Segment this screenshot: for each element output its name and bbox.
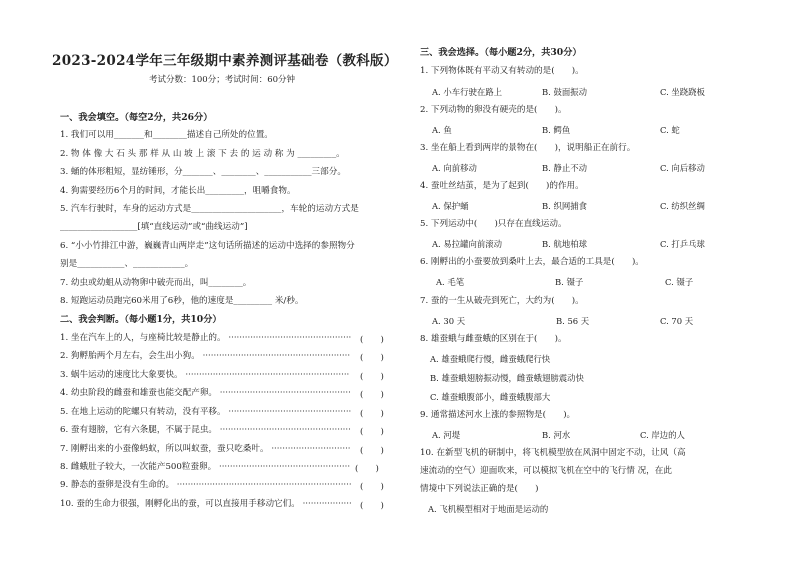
exam-subtitle: 考试分数：100分；考试时间：60分钟 [148, 75, 296, 85]
fill-section-heading: 一、我会填空。（每空2分，共26分） [60, 112, 213, 123]
choice-q9: 9. 通常描述河水上涨的参照物是( )。 [420, 410, 576, 420]
judge-item-10: 10. 蚕的生命力很强，刚孵化出的蚕，可以直接用手移动它们。 ·················· [60, 499, 352, 509]
choice-q7-option-a[interactable]: A. 30 天 [432, 316, 466, 326]
choice-q6-option-b[interactable]: B. 镊子 [555, 277, 584, 287]
choice-q8-option-a[interactable]: A. 雄蚕蛾爬行慢，雌蚕蛾爬行快 [430, 354, 551, 364]
choice-q9-option-a[interactable]: A. 河堤 [432, 430, 461, 440]
choice-q4: 4. 蚕吐丝结茧，是为了起到( )的作用。 [420, 181, 584, 191]
choice-q7: 7. 蚕的一生从破壳到死亡，大约为( )。 [420, 296, 584, 306]
choice-q3: 3. 坐在船上看到两岸的景物在( )，说明船正在前行。 [420, 143, 636, 153]
judge-item-6: 6. 蚕有翅膀，它有六条腿，不属于昆虫。 ················································ [60, 425, 351, 435]
judge-item-4: 4. 幼虫阶段的雌蚕和雄蚕也能交配产卵。 ················································ [60, 388, 351, 398]
judge-answer-9[interactable]: ( ) [360, 482, 384, 492]
choice-q5-option-a[interactable]: A. 易拉罐向前滚动 [432, 239, 502, 249]
choice-q6-option-c[interactable]: C. 镊子 [665, 277, 694, 287]
choice-q8-option-b[interactable]: B. 雄蚕蛾翅膀振动慢，雌蚕蛾翅膀震动快 [430, 373, 584, 383]
fill-item-6-cont: 别是___________、____________。 [60, 259, 194, 269]
judge-answer-8[interactable]: ( ) [355, 464, 379, 474]
choice-q3-option-a[interactable]: A. 向前移动 [432, 163, 477, 173]
judge-answer-10[interactable]: ( ) [360, 501, 384, 511]
judge-answer-3[interactable]: ( ) [360, 372, 384, 382]
judge-item-1: 1. 坐在汽车上的人，与座椅比较是静止的。 ············································· [60, 333, 352, 343]
choice-q10-line-2: 速流动的空气）迎面吹来，可以模拟飞机在空中的飞行情 况，在此 [420, 466, 672, 476]
choice-section-heading: 三、我会选择。（每小题2分，共30分） [420, 47, 582, 58]
judge-answer-4[interactable]: ( ) [360, 390, 384, 400]
fill-item-4: 4. 狗需要经历6个月的时间，才能长出_________，咀嚼食物。 [60, 186, 296, 196]
fill-item-1: 1. 我们可以用_______和________描述自己所处的位置。 [60, 130, 273, 140]
choice-q4-option-b[interactable]: B. 织网捕食 [542, 201, 587, 211]
fill-item-8: 8. 短跑运动员跑完60米用了6秒，他的速度是_________ 米/秒。 [60, 296, 304, 306]
choice-q2-option-a[interactable]: A. 鱼 [432, 125, 452, 135]
fill-item-5-cont: __________________[填“直线运动”或“曲线运动”] [60, 222, 248, 232]
fill-item-7: 7. 幼虫或幼蛆从动物卵中破壳而出，叫________。 [60, 278, 252, 288]
choice-q2-option-c[interactable]: C. 蛇 [660, 125, 680, 135]
choice-q8-option-c[interactable]: C. 雄蚕蛾腹部小，雌蚕蛾腹部大 [430, 392, 551, 402]
choice-q1: 1. 下列物体既有平动又有转动的是( )。 [420, 66, 584, 76]
choice-q4-option-a[interactable]: A. 保护蛹 [432, 201, 469, 211]
fill-item-2: 2. 物 体 像 大 石 头 那 样 从 山 坡 上 滚 下 去 的 运 动 称 为 _________。 [60, 149, 345, 159]
choice-q5: 5. 下列运动中( )只存在直线运动。 [420, 219, 567, 229]
choice-q7-option-b[interactable]: B. 56 天 [556, 316, 590, 326]
choice-q1-option-a[interactable]: A. 小车行驶在路上 [432, 87, 502, 97]
exam-title: 2023-2024学年三年级期中素养测评基础卷（教科版） [52, 53, 398, 69]
judge-item-7: 7. 刚孵出来的小蚕像蚂蚁，所以叫蚁蚕，蚕只吃桑叶。 ····························· [60, 444, 351, 454]
choice-q2: 2. 下列动物的卵没有硬壳的是( )。 [420, 105, 567, 115]
judge-answer-6[interactable]: ( ) [360, 427, 384, 437]
judge-item-5: 5. 在地上运动的陀螺只有转动，没有平移。 ············································· [60, 407, 352, 417]
fill-item-6: 6. “小小竹排江中游，巍巍青山两岸走”这句话所描述的运动中选择的参照物分 [60, 241, 355, 251]
choice-q3-option-c[interactable]: C. 向后移动 [660, 163, 705, 173]
choice-q1-option-c[interactable]: C. 坐跷跷板 [660, 87, 705, 97]
judge-answer-7[interactable]: ( ) [360, 446, 384, 456]
choice-q9-option-c[interactable]: C. 岸边的人 [640, 430, 685, 440]
judge-answer-2[interactable]: ( ) [360, 353, 384, 363]
choice-q8: 8. 雄蚕蛾与雌蚕蛾的区别在于( )。 [420, 334, 567, 344]
judge-answer-1[interactable]: ( ) [360, 335, 384, 345]
fill-item-5: 5. 汽车行驶时，车身的运动方式是_____________________，车轮的运动方式是 [60, 204, 359, 214]
choice-q9-option-b[interactable]: B. 河水 [542, 430, 571, 440]
choice-q10-line-3: 情境中下列说法正确的是( ) [420, 484, 539, 494]
choice-q7-option-c[interactable]: C. 70 天 [660, 316, 694, 326]
choice-q4-option-c[interactable]: C. 纺织丝绸 [660, 201, 705, 211]
choice-q5-option-b[interactable]: B. 航地柏球 [542, 239, 587, 249]
choice-q2-option-b[interactable]: B. 鳄鱼 [542, 125, 571, 135]
judge-section-heading: 二、我会判断。（每小题1分，共10分） [60, 314, 222, 325]
choice-q10-option-a[interactable]: A. 飞机模型相对于地面是运动的 [428, 504, 549, 514]
choice-q3-option-b[interactable]: B. 静止不动 [542, 163, 587, 173]
judge-item-9: 9. 静态的蚕卵是没有生命的。 ································································ [60, 480, 352, 490]
choice-q1-option-b[interactable]: B. 鼓面振动 [542, 87, 587, 97]
choice-q6: 6. 刚孵出的小蚕要放到桑叶上去，最合适的工具是( )。 [420, 257, 644, 267]
judge-item-8: 8. 雌蛾肚子较大，一次能产500粒蚕卵。 ················································ [60, 462, 351, 472]
choice-q5-option-c[interactable]: C. 打乒乓球 [660, 239, 705, 249]
judge-answer-5[interactable]: ( ) [360, 409, 384, 419]
judge-item-3: 3. 蜗牛运动的速度比大象要快。 ···························································· [60, 370, 350, 380]
choice-q10-line-1: 10. 在新型飞机的研制中，将飞机模型放在风洞中固定不动，让风（高 [420, 448, 686, 458]
choice-q6-option-a[interactable]: A. 毛笔 [436, 277, 465, 287]
fill-item-3: 3. 蛹的体形粗短，显纺锤形，分_______、________、___________三部分。 [60, 167, 346, 177]
judge-item-2: 2. 狗孵胎两个月左右，会生出小狗。 ······················································ [60, 351, 351, 361]
